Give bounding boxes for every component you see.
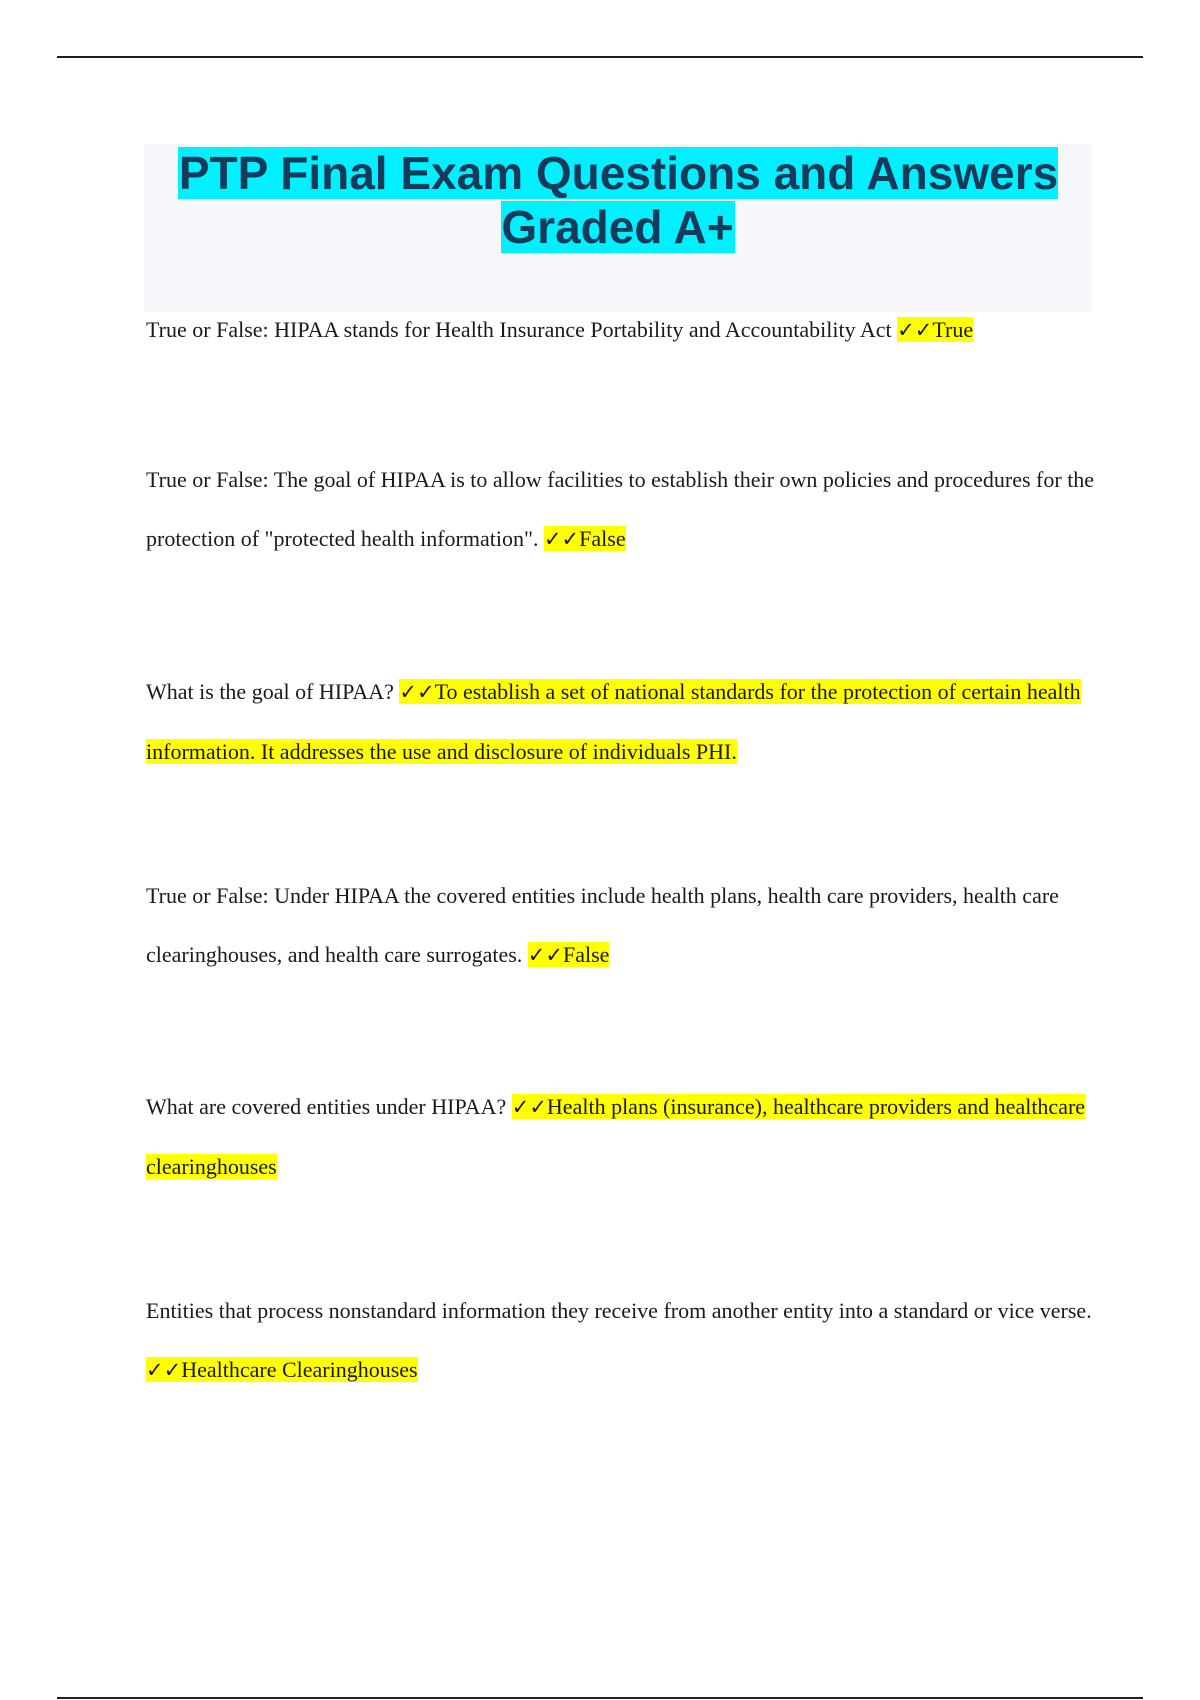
check-mark-icon: ✓✓ (399, 680, 435, 704)
question-text: What are covered entities under HIPAA? (146, 1094, 512, 1119)
title-block (144, 144, 1092, 312)
check-mark-icon: ✓✓ (543, 527, 580, 551)
question-text: What is the goal of HIPAA? (146, 679, 400, 704)
answer-highlight (146, 1357, 418, 1382)
answer-text: False (579, 526, 626, 551)
qa-item-5 (146, 1077, 1096, 1196)
answer-highlight (544, 526, 626, 551)
check-mark-icon: ✓✓ (146, 1358, 182, 1382)
answer-text: False (563, 942, 610, 967)
check-mark-icon: ✓✓ (511, 1095, 547, 1119)
question-text: True or False: Under HIPAA the covered entities include health plans, health care providers, health care clearinghouses, and health care surrogates. (146, 883, 1059, 967)
document-title (144, 144, 1092, 254)
bottom-rule (57, 1697, 1143, 1699)
qa-item-4 (146, 866, 1096, 985)
qa-item-1 (146, 300, 1096, 360)
question-text: True or False: The goal of HIPAA is to allow facilities to establish their own policies and procedures for the protection of "protected health information". (146, 467, 1095, 551)
answer-text: Healthcare Clearinghouses (181, 1357, 418, 1382)
qa-item-2 (146, 450, 1096, 569)
answer-text: True (932, 317, 974, 342)
question-text: Entities that process nonstandard information they receive from another entity into a standard or vice verse. (146, 1298, 1092, 1323)
qa-item-3 (146, 662, 1096, 781)
qa-item-6 (146, 1281, 1096, 1400)
answer-highlight (897, 317, 973, 342)
answer-text: Health plans (insurance), healthcare providers and healthcare clearinghouses (146, 1094, 1086, 1179)
answer-highlight (528, 942, 610, 967)
document-title-text: PTP Final Exam Questions and Answers Graded A+ (178, 147, 1059, 253)
check-mark-icon: ✓✓ (527, 943, 563, 967)
answer-text: To establish a set of national standards for the protection of certain health information. It addresses the use and disclosure of individuals PHI. (146, 679, 1081, 764)
question-text: True or False: HIPAA stands for Health Insurance Portability and Accountability Act (146, 317, 898, 342)
check-mark-icon: ✓✓ (897, 318, 933, 342)
top-rule (57, 56, 1143, 58)
